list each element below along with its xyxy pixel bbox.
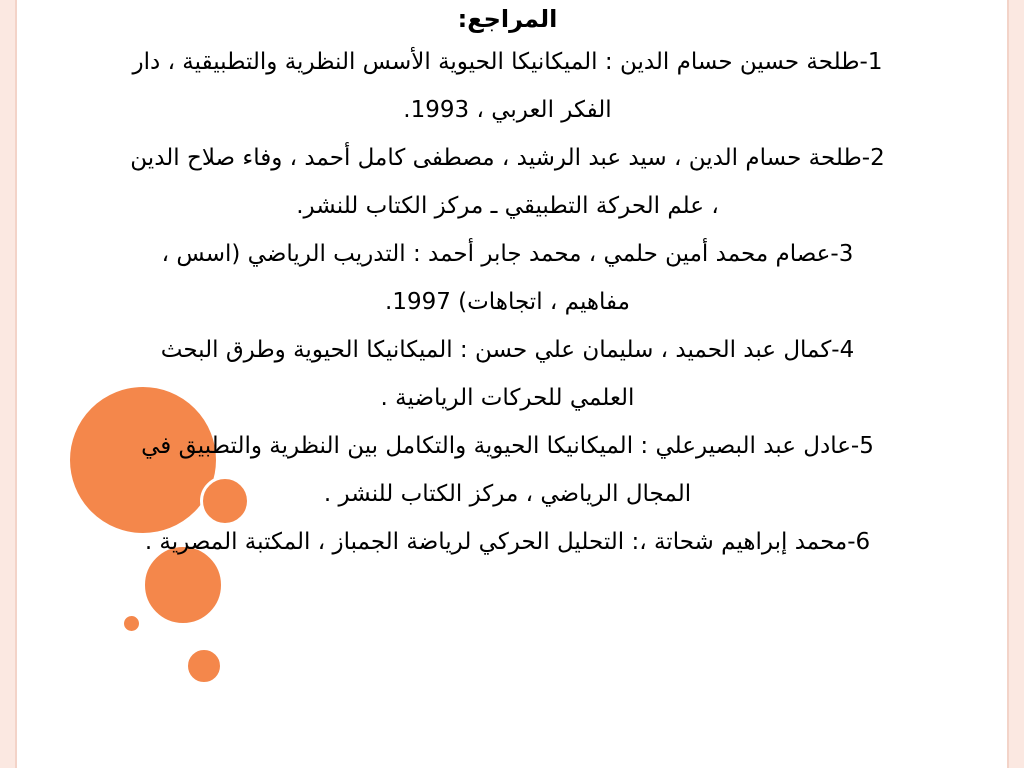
decorative-circle-small-lower [186, 648, 222, 684]
reference-item-2: 2-طلحة حسام الدين ، سيد عبد الرشيد ، مصطفى كامل أحمد ، وفاء صلاح الدين ، علم الحركة التطبيقي ـ مركز الكتاب للنشر. [130, 145, 885, 219]
reference-item-6: 6-محمد إبراهيم شحاتة ،: التحليل الحركي لرياضة الجمباز ، المكتبة المصرية . [144, 529, 871, 555]
reference-item-5: 5-عادل عبد البصيرعلي : الميكانيكا الحيوية والتكامل بين النظرية والتطبيق في المجال الرياضي ، مركز الكتاب للنشر . [141, 433, 874, 507]
reference-item-1: 1-طلحة حسين حسام الدين : الميكانيكا الحيوية الأسس النظرية والتطبيقية ، دار الفكر العربي ، 1993. [132, 49, 883, 123]
reference-item-3: 3-عصام محمد أمين حلمي ، محمد جابر أحمد : التدريب الرياضي (اسس ، مفاهيم ، اتجاهات) 1997. [161, 241, 854, 315]
reference-item-4: 4-كمال عبد الحميد ، سليمان علي حسن : الميكانيكا الحيوية وطرق البحث العلمي للحركات الرياضية . [160, 337, 855, 411]
slide-content [130, 0, 885, 566]
right-border-strip [1007, 0, 1024, 768]
left-border-strip [0, 0, 17, 768]
slide-heading: المراجع: [457, 5, 558, 33]
decorative-dot [122, 614, 141, 633]
